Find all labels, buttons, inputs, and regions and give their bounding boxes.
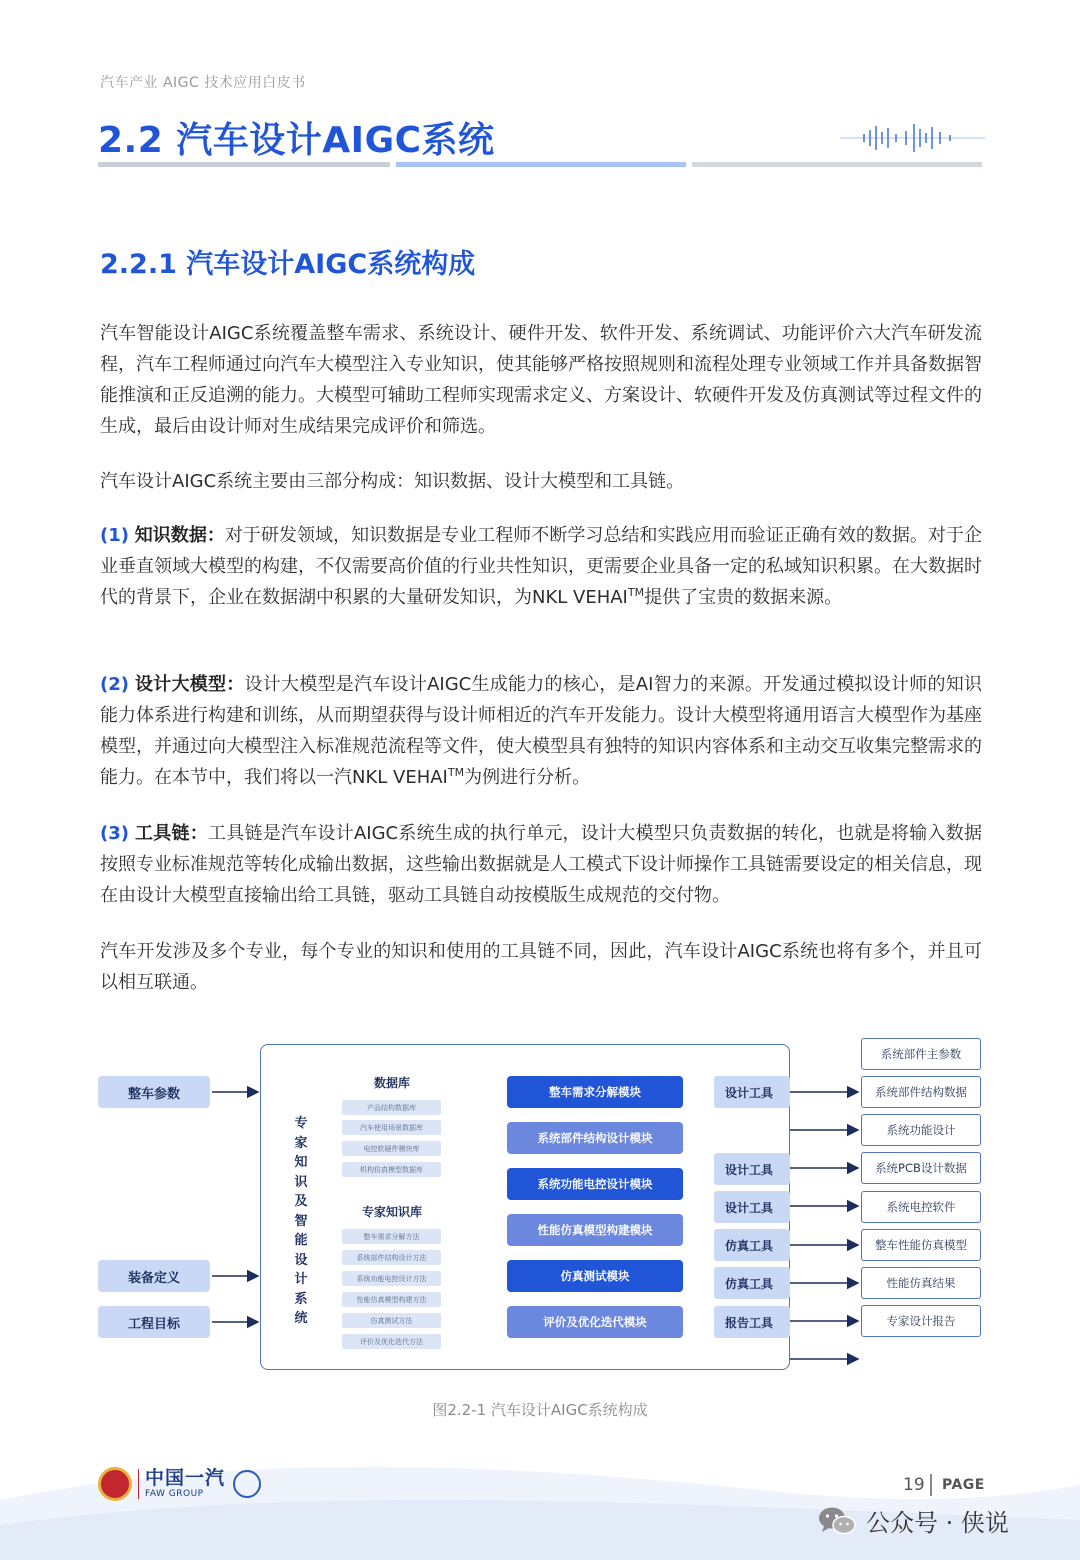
database-item: 电控软硬件模块库 bbox=[342, 1141, 441, 1156]
expert-item: 评价及优化迭代方法 bbox=[342, 1334, 441, 1349]
tool-design: 设计工具 bbox=[714, 1153, 790, 1185]
expert-item: 整车需求分解方法 bbox=[342, 1229, 441, 1244]
paragraph-knowledge-data bbox=[100, 520, 982, 613]
page-number: 19 bbox=[903, 1475, 925, 1495]
output-main-parameters: 系统部件主参数 bbox=[861, 1038, 981, 1070]
input-equipment-definition: 装备定义 bbox=[98, 1260, 210, 1292]
title-rule-right bbox=[692, 162, 982, 167]
database-item: 汽车使用场景数据库 bbox=[342, 1120, 441, 1135]
title-rule-middle bbox=[396, 162, 686, 167]
item-number: (2) bbox=[100, 674, 129, 695]
paragraph-multiple-systems: 汽车开发涉及多个专业，每个专业的知识和使用的工具链不同，因此，汽车设计AIGC系统也将有多个，并且可以相互联通。 bbox=[100, 941, 982, 993]
system-diagram bbox=[96, 1036, 986, 1372]
running-header: 汽车产业 AIGC 技术应用白皮书 bbox=[100, 75, 306, 91]
item-term: 设计大模型： bbox=[134, 674, 245, 695]
tool-report: 报告工具 bbox=[714, 1306, 790, 1338]
input-engineering-targets: 工程目标 bbox=[98, 1306, 210, 1338]
module-evaluation-optimization: 评价及优化迭代模块 bbox=[507, 1306, 683, 1338]
output-function-design: 系统功能设计 bbox=[861, 1114, 981, 1146]
faw-logo bbox=[98, 1466, 261, 1502]
section-title: 2.2 汽车设计AIGC系统 bbox=[98, 120, 495, 161]
system-label: 专家知识及智能设计系统 bbox=[294, 1116, 308, 1326]
module-simulation-testing: 仿真测试模块 bbox=[507, 1260, 683, 1292]
output-simulation-results: 性能仿真结果 bbox=[861, 1267, 981, 1299]
paragraph-toolchain bbox=[100, 818, 982, 911]
tool-simulation: 仿真工具 bbox=[714, 1267, 790, 1299]
figure-caption: 图2.2-1 汽车设计AIGC系统构成 bbox=[432, 1401, 648, 1419]
seal-icon bbox=[233, 1470, 261, 1498]
input-vehicle-parameters: 整车参数 bbox=[98, 1076, 210, 1108]
module-electronic-control-design: 系统功能电控设计模块 bbox=[507, 1168, 683, 1200]
database-item: 产品结构数据库 bbox=[342, 1100, 441, 1115]
paragraph-design-model bbox=[100, 669, 982, 793]
tool-design: 设计工具 bbox=[714, 1191, 790, 1223]
soundwave-decoration-icon bbox=[840, 120, 985, 156]
item-text-end: 为例进行分析。 bbox=[464, 767, 591, 788]
expert-item: 性能仿真模型构建方法 bbox=[342, 1292, 441, 1307]
output-structure-data: 系统部件结构数据 bbox=[861, 1076, 981, 1108]
output-pcb-data: 系统PCB设计数据 bbox=[861, 1152, 981, 1184]
item-term: 知识数据： bbox=[134, 525, 225, 546]
tool-design: 设计工具 bbox=[714, 1076, 790, 1108]
module-requirement-decomposition: 整车需求分解模块 bbox=[507, 1076, 683, 1108]
subsection-title: 2.2.1 汽车设计AIGC系统构成 bbox=[100, 249, 476, 280]
item-text: 工具链是汽车设计AIGC系统生成的执行单元，设计大模型只负责数据的转化，也就是将输入数据按照专业标准规范等转化成输出数据，这些输出数据就是人工模式下设计师操作工具链需要设定的相关信息，现在由设计大模型直接输出给工具链，驱动工具链自动按模版生成规范的交付物。 bbox=[100, 823, 983, 906]
paragraph-overview: 汽车智能设计AIGC系统覆盖整车需求、系统设计、硬件开发、软件开发、系统调试、功能评价六大汽车研发流程，汽车工程师通过向汽车大模型注入专业知识，使其能够严格按照规则和流程处理专业领域工作并具备数据智能推演和正反追溯的能力。大模型可辅助工程师实现需求定义、方案设计、软硬件开发及仿真测试等过程文件的生成，最后由设计师对生成结果完成评价和筛选。 bbox=[100, 323, 982, 437]
module-structure-design: 系统部件结构设计模块 bbox=[507, 1122, 683, 1154]
output-control-software: 系统电控软件 bbox=[861, 1191, 981, 1223]
item-text: 对于研发领域，知识数据是专业工程师不断学习总结和实践应用而验证正确有效的数据。对于企业垂直领域大模型的构建，不仅需要高价值的行业共性知识，更需要企业具备一定的私域知识积累。在大数据时代的背景下，企业在数据湖中积累的大量研发知识，为NKL VEHAI bbox=[100, 525, 982, 608]
trademark: TM bbox=[447, 766, 465, 779]
database-title: 数据库 bbox=[373, 1076, 410, 1090]
expert-knowledge-title: 专家知识库 bbox=[361, 1205, 422, 1219]
item-text: 设计大模型是汽车设计AIGC生成能力的核心，是AI智力的来源。开发通过模拟设计师的知识能力体系进行构建和训练，从而期望获得与设计师相近的汽车开发能力。设计大模型将通用语言大模型作为基座模型，并通过向大模型注入标准规范流程等文件，使大模型具有独特的知识内容体系和主动交互收集完整需求的能力。在本节中，我们将以一汽NKL VEHAI bbox=[100, 674, 982, 788]
title-rule-left bbox=[98, 162, 390, 167]
database-item: 机构仿真模型数据库 bbox=[342, 1162, 441, 1177]
wechat-icon bbox=[818, 1506, 856, 1536]
wechat-watermark bbox=[818, 1503, 1009, 1538]
watermark-text: 公众号 · 侠说 bbox=[866, 1509, 1009, 1537]
output-performance-model: 整车性能仿真模型 bbox=[861, 1229, 981, 1261]
output-expert-report: 专家设计报告 bbox=[861, 1305, 981, 1337]
emblem-icon bbox=[98, 1467, 132, 1501]
expert-item: 系统部件结构设计方法 bbox=[342, 1250, 441, 1265]
page-separator bbox=[930, 1474, 932, 1496]
trademark: TM bbox=[627, 586, 645, 599]
item-text-end: 提供了宝贵的数据来源。 bbox=[644, 587, 843, 608]
item-term: 工具链： bbox=[134, 823, 208, 844]
tool-simulation: 仿真工具 bbox=[714, 1229, 790, 1261]
expert-item: 系统功能电控设计方法 bbox=[342, 1271, 441, 1286]
item-number: (1) bbox=[100, 525, 129, 546]
item-number: (3) bbox=[100, 823, 129, 844]
logo-chinese: 中国一汽 bbox=[145, 1467, 226, 1489]
page-label: PAGE bbox=[942, 1477, 985, 1493]
paragraph-composition: 汽车设计AIGC系统主要由三部分构成：知识数据、设计大模型和工具链。 bbox=[100, 471, 685, 492]
expert-item: 仿真测试方法 bbox=[342, 1313, 441, 1328]
module-simulation-model: 性能仿真模型构建模块 bbox=[507, 1214, 683, 1246]
logo-english: FAW GROUP bbox=[145, 1489, 204, 1499]
